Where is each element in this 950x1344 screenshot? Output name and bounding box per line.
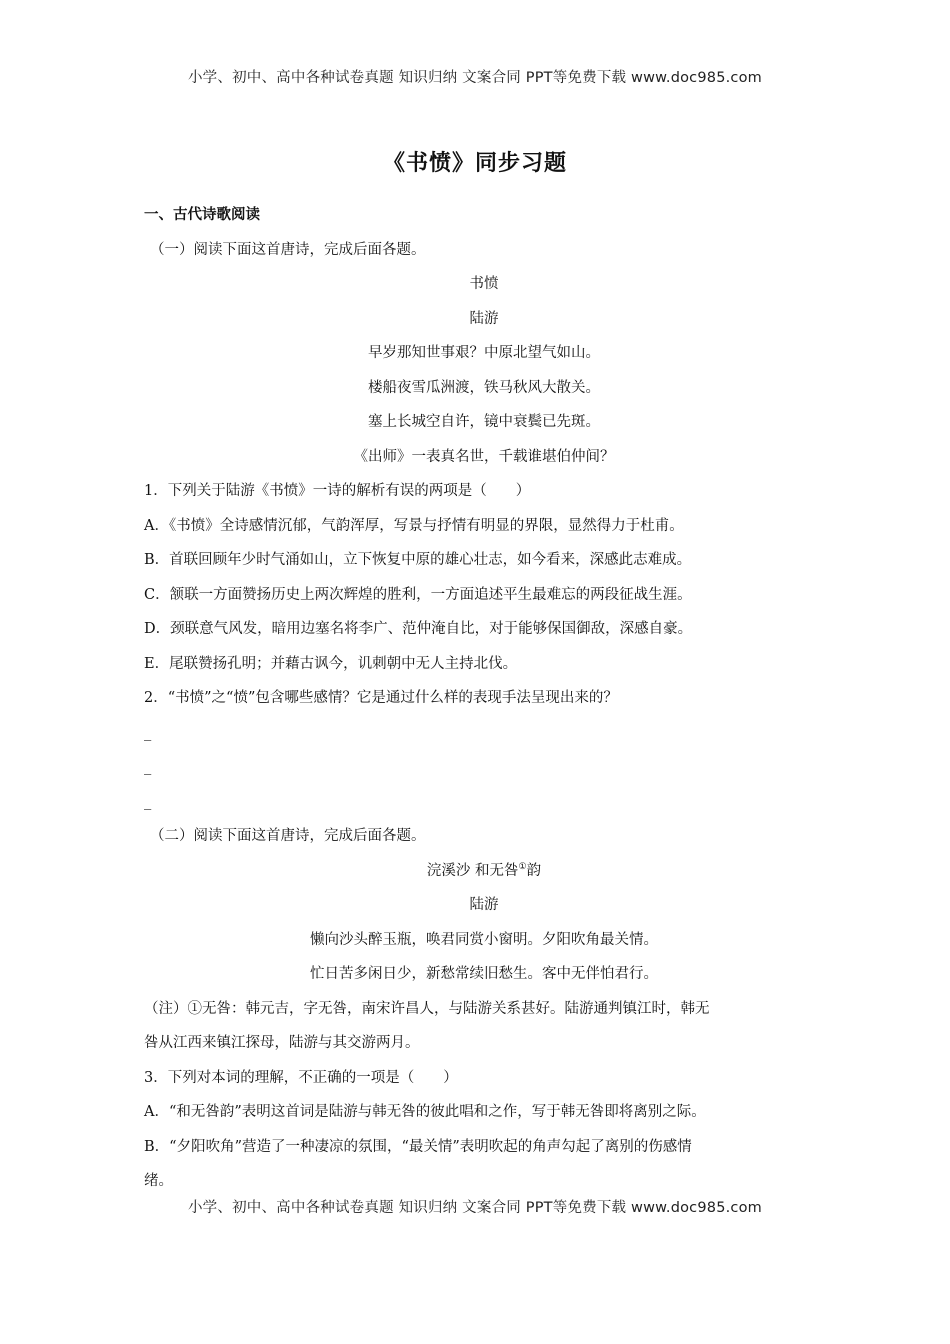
q1-option-e: E．尾联赞扬孔明；并藉古讽今，讥刺朝中无人主持北伐。	[144, 655, 518, 672]
poem1-line: 楼船夜雪瓜洲渡，铁马秋风大散关。	[368, 379, 600, 396]
footnote-marker: ①	[518, 861, 527, 872]
poem2-line: 忙日苦多闲日少，新愁常续旧愁生。客中无伴怕君行。	[310, 966, 658, 982]
q1-option-b: B．首联回顾年少时气涌如山，立下恢复中原的雄心壮志，如今看来，深感此志难成。	[144, 552, 692, 568]
section-heading: 一、古代诗歌阅读	[144, 207, 260, 223]
poem2-line: 懒向沙头醉玉瓶，唤君同赏小窗明。夕阳吹角最关情。	[310, 931, 658, 948]
q3-option-a: A．“和无咎韵”表明这首词是陆游与韩无咎的彼此唱和之作，写于韩无咎即将离别之际。	[144, 1104, 706, 1120]
answer-blank: _	[144, 724, 152, 741]
page-header: 小学、初中、高中各种试卷真题 知识归纳 文案合同 PPT等免费下载 www.doc985.com	[187, 70, 763, 86]
page-title: 《书愤》同步习题	[382, 151, 567, 176]
q3-option-b-cont: 绪。	[144, 1173, 173, 1189]
q3-option-b: B．“夕阳吹角”营造了一种凄凉的氛围，“最关情”表明吹起的角声勾起了离别的伤感情	[144, 1138, 692, 1155]
answer-blank: _	[144, 759, 152, 775]
poem1-line: 《出师》一表真名世，千载谁堪伯仲间？	[353, 448, 615, 465]
document-body	[144, 198, 824, 1199]
part2-intro: （二）阅读下面这首唐诗，完成后面各题。	[150, 828, 426, 844]
poem1-line: 塞上长城空自许，镜中衰鬓已先斑。	[368, 414, 600, 430]
page-footer: 小学、初中、高中各种试卷真题 知识归纳 文案合同 PPT等免费下载 www.doc985.com	[187, 1200, 763, 1216]
question-1: 1．下列关于陆游《书愤》一诗的解析有误的两项是（ ）	[144, 483, 531, 499]
part1-intro: （一）阅读下面这首唐诗，完成后面各题。	[150, 241, 426, 258]
poem2-title	[144, 854, 824, 889]
poem2-title-text: 浣溪沙 和无咎	[426, 862, 519, 879]
poem1-title: 书愤	[469, 276, 499, 292]
q1-option-a: A．《书愤》全诗感情沉郁，气韵浑厚，写景与抒情有明显的界限，显然得力于杜甫。	[144, 517, 684, 534]
q1-option-c: C．颔联一方面赞扬历史上两次辉煌的胜利，一方面追述平生最难忘的两段征战生涯。	[144, 586, 692, 603]
poem2-note: 咎从江西来镇江探母，陆游与其交游两月。	[144, 1035, 420, 1051]
answer-blank: _	[144, 793, 152, 810]
poem2-title-end: 韵	[526, 862, 542, 879]
question-2: 2．“书愤”之“愤”包含哪些感情？它是通过什么样的表现手法呈现出来的？	[144, 690, 618, 706]
poem1-line: 早岁那知世事艰？中原北望气如山。	[368, 345, 600, 361]
poem2-note: （注）①无咎：韩元吉，字无咎，南宋许昌人，与陆游关系甚好。陆游通判镇江时，韩无	[144, 1000, 710, 1017]
poem2-author: 陆游	[469, 897, 499, 913]
q1-option-d: D．颈联意气风发，暗用边塞名将李广、范仲淹自比，对于能够保国御敌，深感自豪。	[144, 621, 693, 637]
question-3: 3．下列对本词的理解，不正确的一项是（ ）	[144, 1069, 458, 1086]
poem1-author: 陆游	[469, 310, 499, 327]
